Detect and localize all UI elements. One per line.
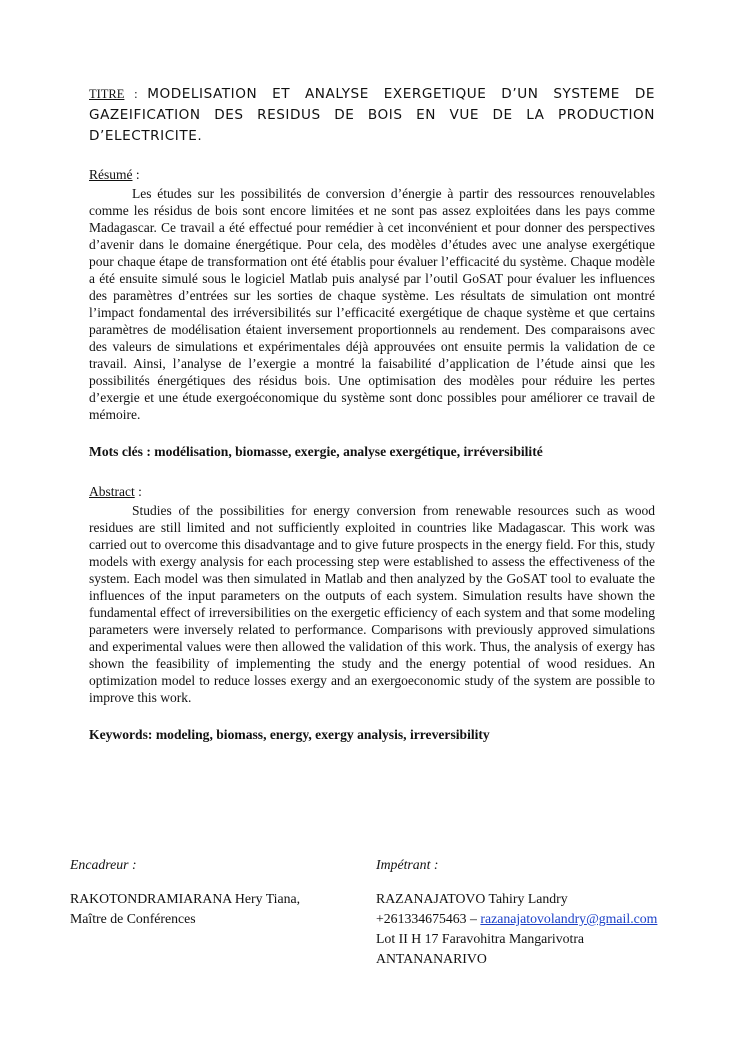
abstract-label: Abstract xyxy=(89,484,135,499)
mots-cles: Mots clés : modélisation, biomasse, exergie, analyse exergétique, irréversibilité xyxy=(89,444,543,459)
impetrant-contact xyxy=(376,909,706,929)
abstract-heading xyxy=(89,482,655,501)
title-text: MODELISATION ET ANALYSE EXERGETIQUE D’UN SYSTEME DE GAZEIFICATION DES RESIDUS DE BOIS EN VUE DE LA PRODUCTION D’ELECTRICITE. xyxy=(89,86,655,144)
resume-colon: : xyxy=(132,167,140,182)
encadreur-name: RAKOTONDRAMIARANA Hery Tiana, xyxy=(70,891,301,906)
resume-paragraph: Les études sur les possibilités de conversion d’énergie à partir des ressources renouvelables comme les résidus de bois sont encore limitées et ne sont pas assez exploitées dans les pays comme Madagascar. Ce travail a été effectué pour remédier à cet inconvénient et pour donner des perspectives d’avenir dans le domaine énergétique. Pour cela, des modèles d’études avec une analyse exergétique pour chaque étape de transformation ont été établis pour évaluer l’efficacité du système. Chaque modèle a été ensuite simulé sous le logiciel Matlab puis analysé par l’outil GoSAT pour évaluer les influences des paramètres d’entrées sur les sorties de chaque système. Les résultats de simulation ont montré l’impact fondamental des irréversibilités sur l’efficacité exergétique de chaque système et que certains paramètres de modélisation étaient inversement proportionnels au rendement. Des comparaisons avec des valeurs de simulations et expérimentales déjà approuvées ont ensuite permis la validation de ce travail. Ainsi, l’analyse de l’exergie a montré la faisabilité d’application de l’étude ainsi que les possibilités énergétiques des résidus bois. Une optimisation des modèles pour réduire les pertes d’exergie et une étude exergoéconomique du système sont donc possibles pour améliorer ce travail de mémoire. xyxy=(89,186,655,422)
main-content xyxy=(89,84,655,744)
impetrant-name: RAZANAJATOVO Tahiry Landry xyxy=(376,891,568,906)
title-colon: : xyxy=(124,87,148,101)
keywords-line: Keywords: modeling, biomass, energy, exergy analysis, irreversibility xyxy=(89,727,490,742)
impetrant-city: ANTANANARIVO xyxy=(376,951,487,966)
encadreur-heading: Encadreur : xyxy=(70,857,137,872)
impetrant-phone: +261334675463 – xyxy=(376,911,481,926)
encadreur-title: Maître de Conférences xyxy=(70,911,196,926)
impetrant-column xyxy=(376,855,706,969)
resume-label: Résumé xyxy=(89,167,133,182)
impetrant-heading: Impétrant : xyxy=(376,857,439,872)
abstract-paragraph: Studies of the possibilities for energy conversion from renewable resources such as wood residues are still limited and not sufficiently exploited in countries like Madagascar. This work was carried out to overcome this disadvantage and to give future prospects in the energy field. For this, study models with exergy analysis for each processing step were established to assess the effectiveness of the system. Each model was then simulated in Matlab and then analyzed by the GoSAT tool to evaluate the influences of the input parameters on the outputs of each system. Simulation results have shown the fundamental effect of irreversibilities on the exergetic efficiency of each system and that some modeling parameters were inversely related to performance. Comparisons with previously approved simulations and experimental values were then allowed the validation of this work. Thus, the analysis of exergy has shown the feasibility of implementing the study and the energy potential of wood residues. An optimization model to reduce losses exergy and an exergoeconomic study of the system are possible to improve this work. xyxy=(89,503,655,705)
resume-heading xyxy=(89,165,655,184)
impetrant-address: Lot II H 17 Faravohitra Mangarivotra xyxy=(376,931,585,946)
encadreur-column xyxy=(70,855,350,929)
impetrant-email-link[interactable]: razanajatovolandry@gmail.com xyxy=(480,911,658,926)
title-label: TITRE xyxy=(89,87,125,101)
abstract-colon: : xyxy=(134,484,142,499)
thesis-title xyxy=(89,84,655,147)
